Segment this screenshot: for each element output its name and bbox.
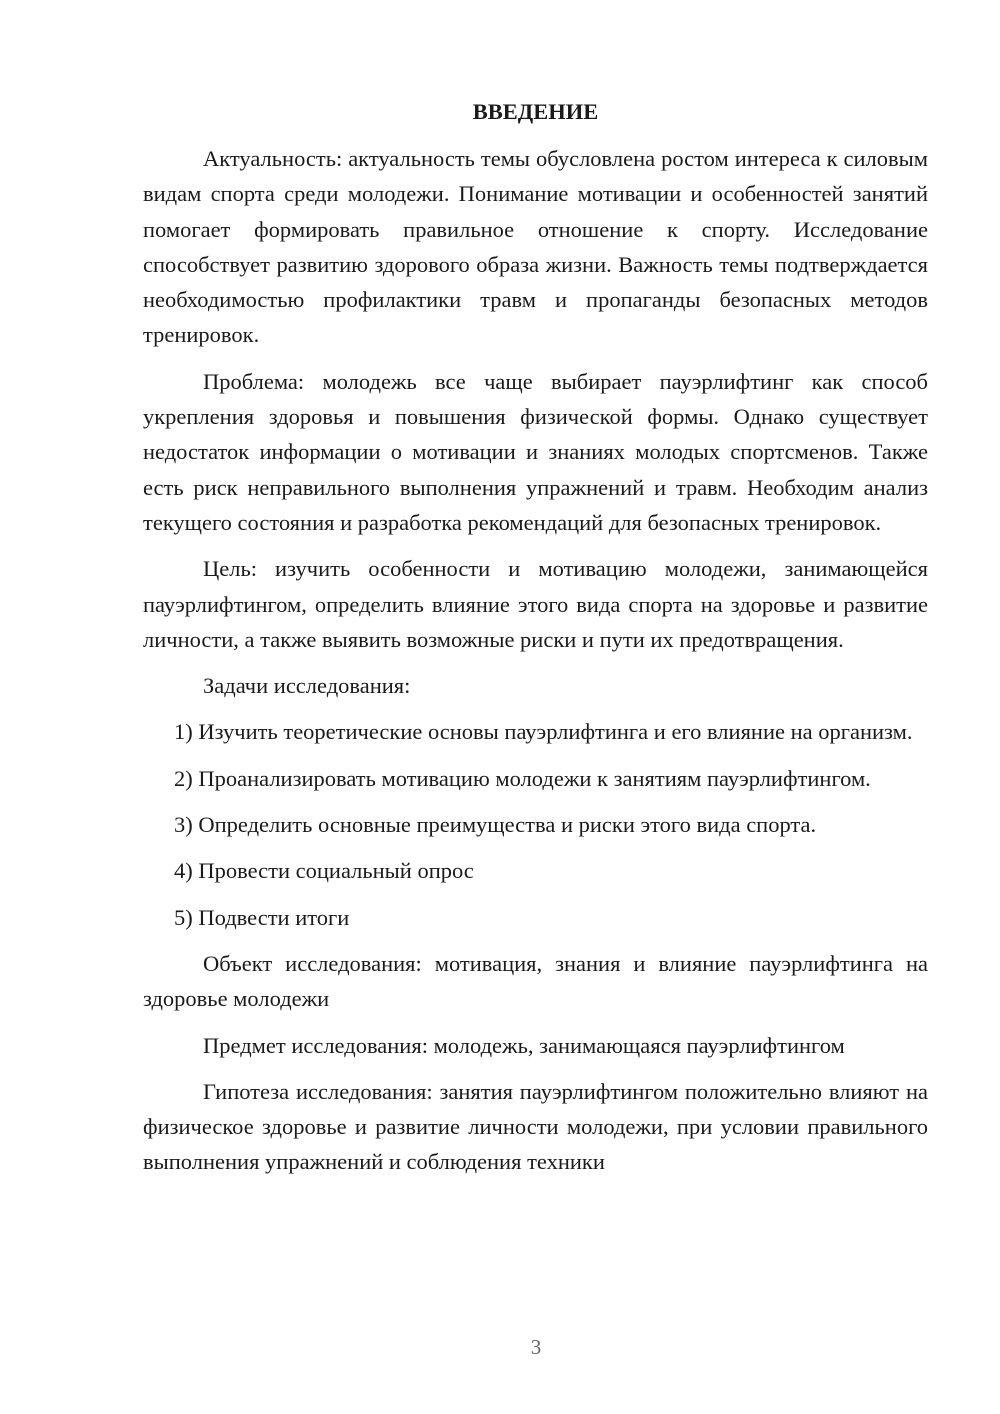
paragraph-tasks-heading: Задачи исследования: xyxy=(203,673,411,699)
paragraph-hypothesis: Гипотеза исследования: занятия пауэрлифтингом положительно влияют на физическое здоровье и развитие личности молодежи, при условии правильного выполнения упражнений и соблюдения техники xyxy=(143,1078,928,1175)
section-title: ВВЕДЕНИЕ xyxy=(472,99,599,124)
page-number: 3 xyxy=(530,1335,542,1359)
task-item-1: 1) Изучить теоретические основы пауэрлифтинга и его влияние на организм. xyxy=(174,719,913,745)
paragraph-subject: Предмет исследования: молодежь, занимающаяся пауэрлифтингом xyxy=(203,1032,845,1058)
paragraph-object: Объект исследования: мотивация, знания и влияние пауэрлифтинга на здоровье молодежи xyxy=(143,950,928,1012)
document-body xyxy=(143,94,928,1191)
paragraph-relevance: Актуальность: актуальность темы обусловлена ростом интереса к силовым видам спорта среди молодежи. Понимание мотивации и особенностей занятий помогает формировать правильное отношение к спорту. Исследование способствует развитию здорового образа жизни. Важность темы подтверждается необходимостью профилактики травм и пропаганды безопасных методов тренировок. xyxy=(143,146,928,348)
paragraph-goal: Цель: изучить особенности и мотивацию молодежи, занимающейся пауэрлифтингом, определить влияние этого вида спорта на здоровье и развитие личности, а также выявить возможные риски и пути их предотвращения. xyxy=(143,556,928,652)
paragraph-problem: Проблема: молодежь все чаще выбирает пауэрлифтинг как способ укрепления здоровья и повышения физической формы. Однако существует недостаток информации о мотивации и знаниях молодых спортсменов. Также есть риск неправильного выполнения упражнений и травм. Необходим анализ текущего состояния и разработка рекомендаций для безопасных тренировок. xyxy=(143,368,928,535)
task-item-5: 5) Подвести итоги xyxy=(174,904,350,930)
task-item-4: 4) Провести социальный опрос xyxy=(174,858,474,884)
task-item-3: 3) Определить основные преимущества и риски этого вида спорта. xyxy=(174,812,817,838)
task-item-2: 2) Проанализировать мотивацию молодежи к занятиям пауэрлифтингом. xyxy=(174,765,871,791)
